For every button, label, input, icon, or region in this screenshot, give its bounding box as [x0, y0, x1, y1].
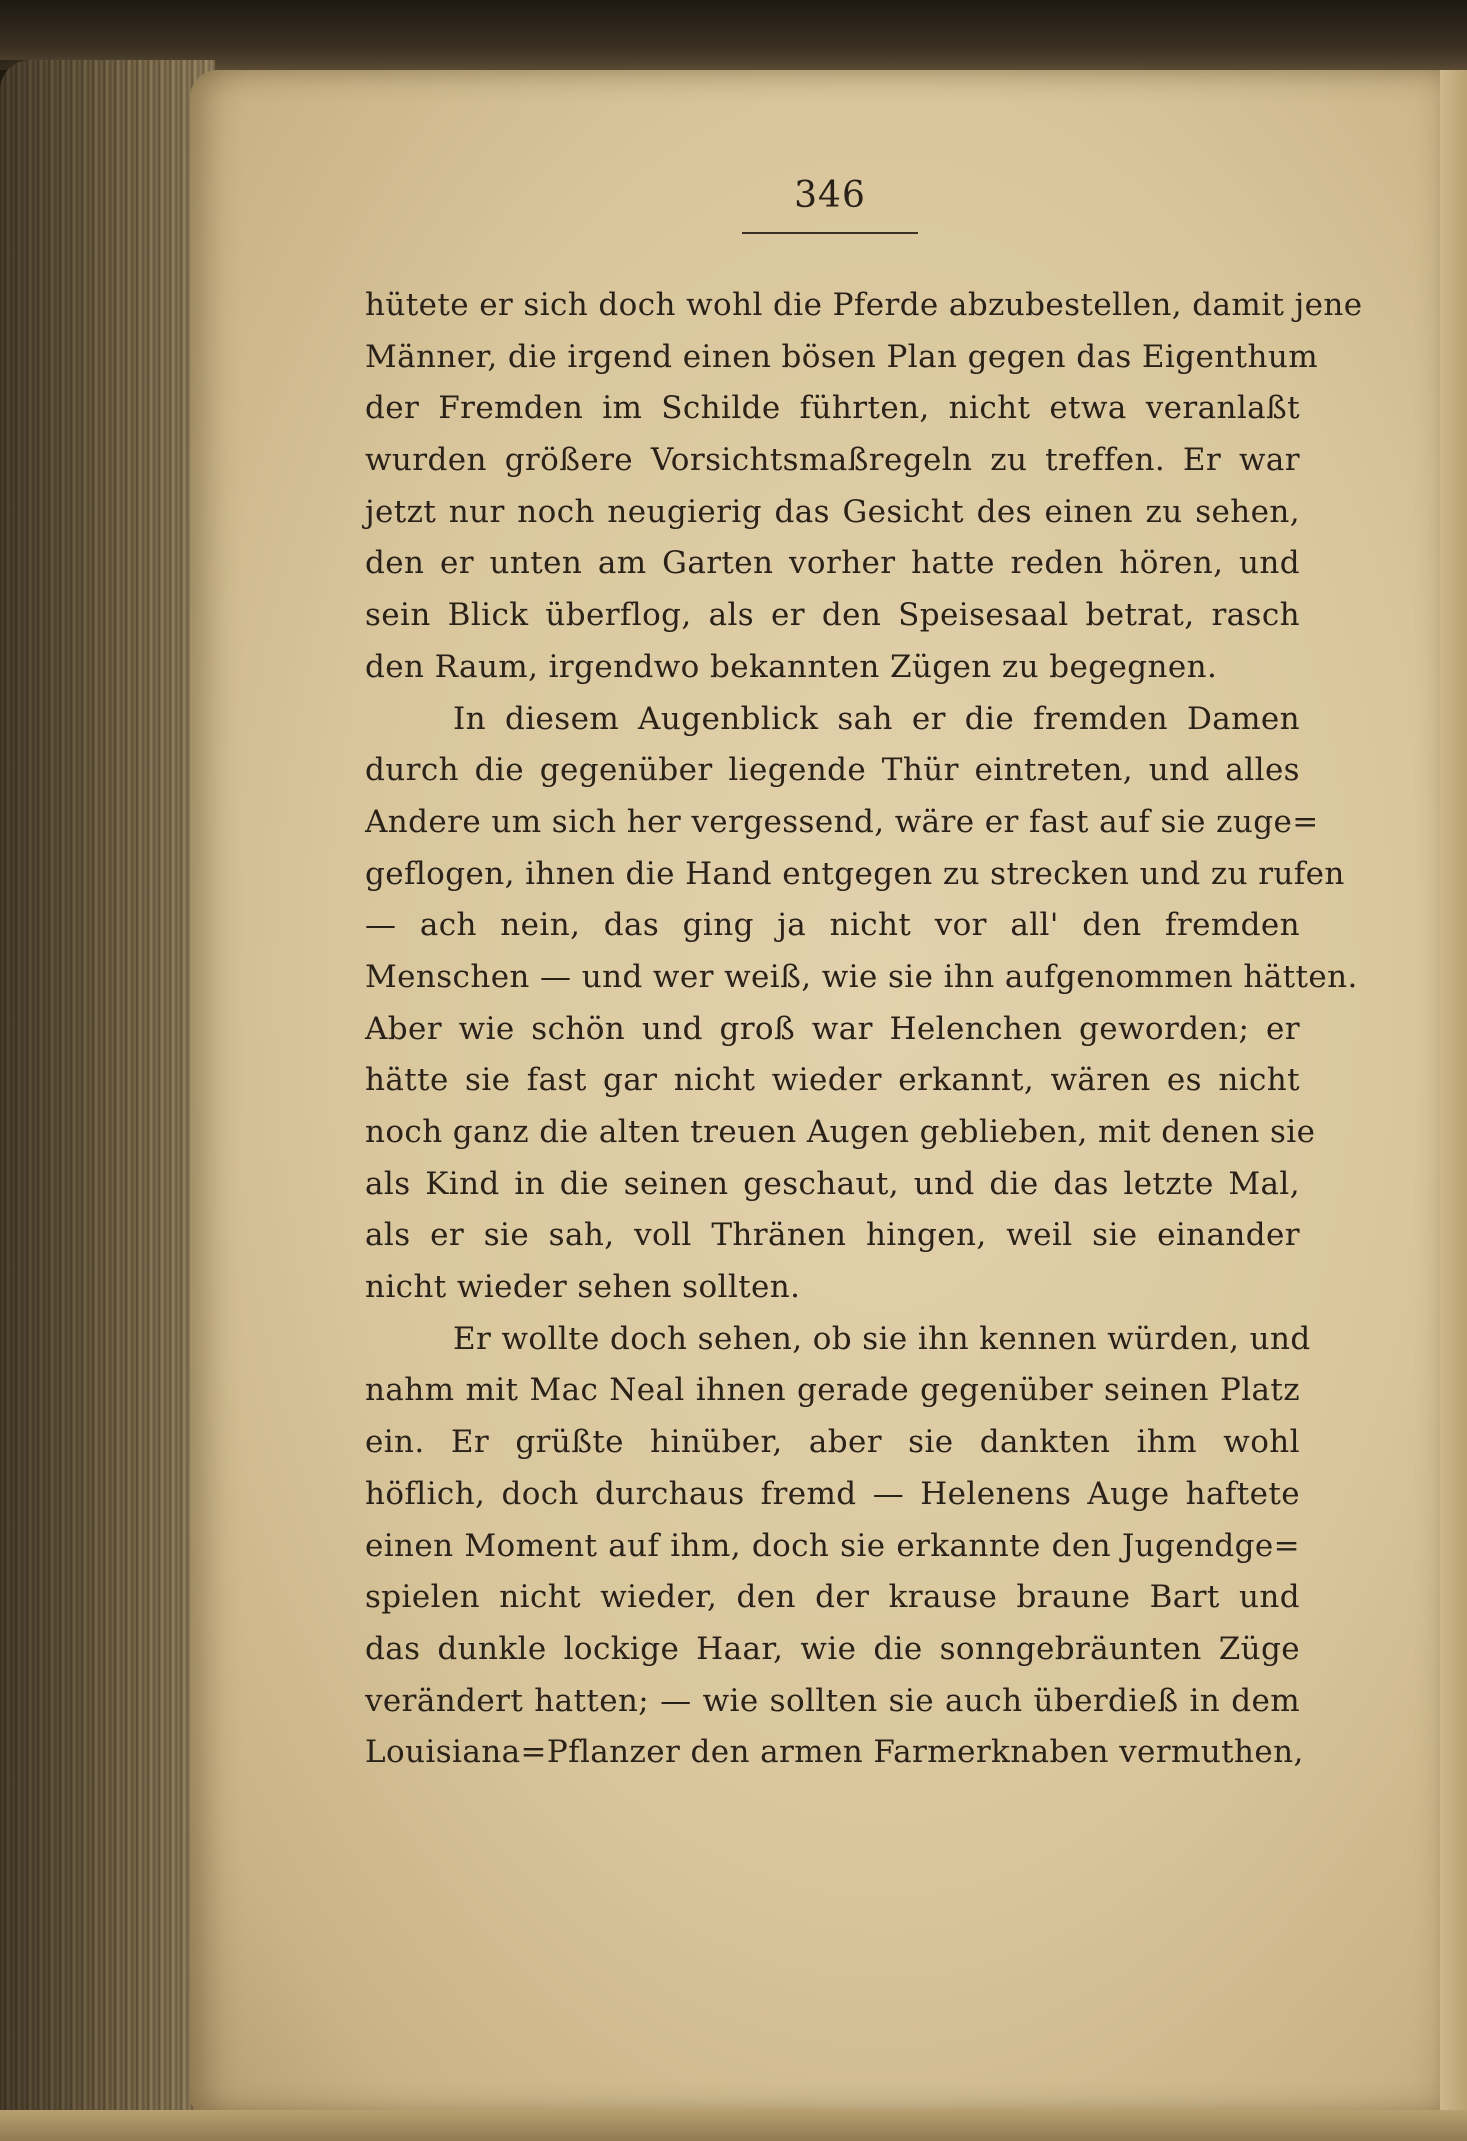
text-line: Aber wie schön und groß war Helenchen geworden; er	[365, 1010, 1300, 1047]
page-number: 346	[794, 175, 866, 216]
text-line: ein. Er grüßte hinüber, aber sie dankten ihm wohl	[365, 1424, 1300, 1461]
text-line: spielen nicht wieder, den der krause braune Bart und	[365, 1579, 1300, 1616]
text-line: das dunkle lockige Haar, wie die sonngebräunten Züge	[365, 1630, 1300, 1667]
text-line: verändert hatten; — wie sollten sie auch überdieß in dem	[365, 1682, 1300, 1719]
text-line: noch ganz die alten treuen Augen geblieben, mit denen sie	[365, 1114, 1316, 1150]
text-line: hätte sie fast gar nicht wieder erkannt, wären es nicht	[365, 1062, 1300, 1099]
text-line: einen Moment auf ihm, doch sie erkannte den Jugendge=	[365, 1527, 1300, 1564]
text-line: geflogen, ihnen die Hand entgegen zu strecken und zu rufen	[365, 855, 1345, 892]
text-line: — ach nein, das ging ja nicht vor all' den fremden	[365, 907, 1300, 944]
text-line: nahm mit Mac Neal ihnen gerade gegenüber seinen Platz	[365, 1372, 1300, 1409]
page-bottom-edge	[0, 2110, 1467, 2141]
text-line: Männer, die irgend einen bösen Plan gegen das Eigenthum	[365, 338, 1318, 375]
text-line: der Fremden im Schilde führten, nicht etwa veranlaßt	[365, 390, 1300, 427]
page-number-rule	[742, 232, 918, 234]
text-line: In diesem Augenblick sah er die fremden Damen	[453, 700, 1300, 737]
page-edges-shadow	[0, 60, 215, 2120]
text-line: als Kind in die seinen geschaut, und die das letzte Mal,	[365, 1165, 1300, 1202]
page-right-edge	[1440, 70, 1467, 2141]
text-line: hütete er sich doch wohl die Pferde abzubestellen, damit jene	[365, 287, 1363, 323]
text-line: durch die gegenüber liegende Thür eintreten, und alles	[365, 752, 1300, 789]
scan-background-top	[0, 0, 1467, 70]
body-text	[365, 280, 1363, 1779]
text-line: Louisiana=Pflanzer den armen Farmerknaben vermuthen,	[365, 1734, 1304, 1771]
text-line: höflich, doch durchaus fremd — Helenens Auge haftete	[365, 1475, 1300, 1512]
text-line: jetzt nur noch neugierig das Gesicht des einen zu sehen,	[365, 493, 1300, 530]
text-line: nicht wieder sehen sollten.	[365, 1269, 801, 1306]
text-line: sein Blick überflog, als er den Speisesaal betrat, rasch	[365, 597, 1300, 634]
text-line: wurden größere Vorsichtsmaßregeln zu treffen. Er war	[365, 442, 1300, 479]
text-line: Er wollte doch sehen, ob sie ihn kennen würden, und	[453, 1320, 1311, 1357]
text-line: Andere um sich her vergessend, wäre er fast auf sie zuge=	[365, 803, 1319, 840]
text-line: als er sie sah, voll Thränen hingen, weil sie einander	[365, 1217, 1300, 1254]
text-line: Menschen — und wer weiß, wie sie ihn aufgenommen hätten.	[365, 958, 1358, 995]
text-line: den er unten am Garten vorher hatte reden hören, und	[365, 545, 1300, 582]
text-line: den Raum, irgendwo bekannten Zügen zu begegnen.	[365, 648, 1218, 685]
